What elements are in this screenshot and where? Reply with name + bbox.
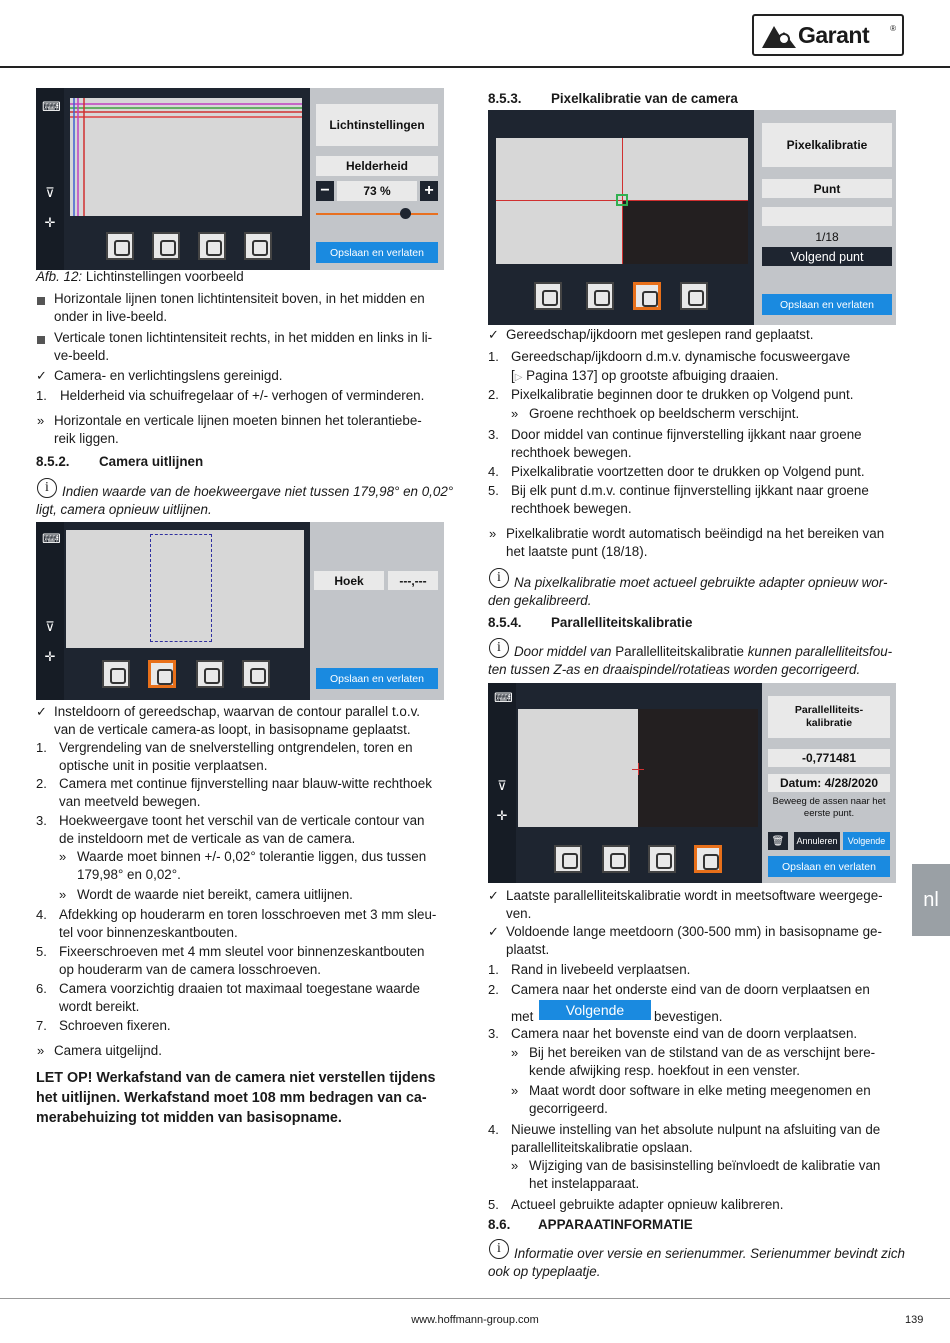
save-exit-button[interactable]: Opslaan en verlaten (768, 856, 890, 877)
step-number: 1. (488, 962, 499, 977)
precondition-text: ven. (506, 906, 532, 921)
grid-tool-icon[interactable] (648, 845, 676, 873)
step-text: Helderheid via schuifregelaar of +/- verhogen of verminderen. (60, 388, 425, 403)
camera-tool-icon[interactable] (148, 660, 176, 688)
step-text: wordt bereikt. (59, 999, 140, 1014)
screen-pixel-calibration (488, 110, 896, 325)
check-mark: ✓ (488, 327, 499, 342)
result-text: gecorrigeerd. (529, 1101, 608, 1116)
keyboard-icon[interactable]: ⌨ (42, 99, 61, 114)
live-view (518, 709, 758, 827)
cancel-button[interactable]: Annuleren (794, 832, 840, 850)
keyboard-icon[interactable]: ⌨ (494, 690, 513, 705)
panel-title: Lichtinstellingen (316, 104, 438, 146)
screen-left-bar (36, 88, 64, 270)
step-text: Gereedschap/ijkdoorn d.m.v. dynamische focusweergave (511, 349, 851, 364)
check-mark: ✓ (488, 924, 499, 939)
step-text: rechthoek bewegen. (511, 445, 632, 460)
info-text: Indien waarde van de hoekweergave niet tussen 179,98° en 0,02° (62, 484, 454, 499)
step-number: 4. (488, 1122, 499, 1137)
logo-text: Garant (798, 22, 870, 48)
step-number: 2. (36, 776, 47, 791)
info-text: den gekalibreerd. (488, 593, 592, 608)
brightness-slider-knob[interactable] (400, 208, 411, 219)
bullet-square (37, 297, 45, 305)
step-number: 7. (36, 1018, 47, 1033)
step-text: Camera met continue fijnverstelling naar blauw-witte rechthoek (59, 776, 432, 791)
warning-text: merabehuizing tot midden van basisopname. (36, 1110, 342, 1126)
screen-parallelism-calibration (488, 683, 896, 883)
result-text: Waarde moet binnen +/- 0,02° tolerantie liggen, dus tussen (77, 849, 427, 864)
precondition-text: plaatst. (506, 942, 550, 957)
language-tab: nl (912, 864, 950, 936)
step-number: 2. (488, 982, 499, 997)
dark-region (622, 200, 748, 264)
bullet-text: onder in live-beeld. (54, 309, 168, 324)
page-number: 139 (905, 1314, 924, 1326)
step-number: 5. (36, 944, 47, 959)
result-mark: » (59, 849, 67, 864)
screen-light-settings (36, 88, 444, 270)
step-text: Camera naar het onderste eind van de doorn verplaatsen en (511, 982, 870, 997)
result-text: 179,98° en 0,02°. (77, 867, 181, 882)
step-number: 4. (36, 907, 47, 922)
inline-next-button: Volgende (539, 1000, 651, 1020)
step-text: van meetveld bewegen. (59, 794, 201, 809)
bullet-text: Horizontale lijnen tonen lichtintensiteit boven, in het midden en (54, 291, 425, 306)
step-number: 3. (488, 427, 499, 442)
next-button[interactable]: Volgende (843, 832, 890, 850)
step-text: Bij elk punt d.m.v. continue fijnverstelling ijkkant naar groene (511, 483, 869, 498)
grid-tool-icon[interactable] (198, 232, 226, 260)
step-number: 5. (488, 1197, 499, 1212)
light-tool-icon[interactable] (534, 282, 562, 310)
check-mark: ✓ (36, 704, 47, 719)
garant-logo-icon (762, 24, 796, 48)
step-text: Camera voorzichtig draaien tot maximaal toegestane waarde (59, 981, 420, 996)
step-number: 4. (488, 464, 499, 479)
result-text: kende afwijking resp. hoekfout in een venster. (529, 1063, 800, 1078)
logo-registered: ® (890, 24, 896, 33)
step-text: Door middel van continue fijnverstelling ijkkant naar groene (511, 427, 862, 442)
result-text: Bij het bereiken van de stilstand van de as verschijnt bere- (529, 1045, 876, 1060)
point-label: Punt (762, 179, 892, 198)
angle-value: ---,--- (388, 571, 438, 590)
camera-tool-icon[interactable] (152, 232, 180, 260)
step-text: Nieuwe instelling van het absolute nulpunt na afsluiting van de (511, 1122, 881, 1137)
info-text: ligt, camera opnieuw uitlijnen. (36, 502, 212, 517)
light-tool-icon[interactable] (106, 232, 134, 260)
tool-holder-icon[interactable]: ⊽ (45, 619, 55, 634)
crosshair-icon[interactable]: ✛ (44, 215, 56, 230)
next-point-button[interactable]: Volgend punt (762, 247, 892, 266)
brightness-minus-button[interactable]: − (316, 181, 334, 201)
bullet-text: Verticale tonen lichtintensiteit rechts, in het midden en links in li- (54, 330, 433, 345)
result-mark: » (489, 526, 497, 541)
calibration-value: -0,771481 (768, 749, 890, 767)
green-rectangle (616, 194, 628, 206)
step-number: 2. (488, 387, 499, 402)
result-text: het laatste punt (18/18). (506, 544, 648, 559)
info-icon: i (489, 568, 509, 588)
result-text: Camera uitgelijnd. (54, 1043, 162, 1058)
step-text: Vergrendeling van de snelverstelling ontgrendelen, toren en (59, 740, 413, 755)
cross-marker-v (638, 763, 639, 775)
step-text: de insteldoorn met de verticale as van de camera. (59, 831, 356, 846)
measure-rectangle (150, 534, 212, 642)
result-text: Pixelkalibratie wordt automatisch beëindigd na het bereiken van (506, 526, 885, 541)
step-text: Camera naar het bovenste eind van de doorn verplaatsen. (511, 1026, 858, 1041)
tool-holder-icon[interactable]: ⊽ (45, 185, 55, 200)
panel-title: Pixelkalibratie (762, 123, 892, 167)
step-text: rechthoek bewegen. (511, 501, 632, 516)
check-mark: ✓ (36, 368, 47, 383)
section-heading-86: 8.6. APPARAATINFORMATIE (488, 1217, 693, 1232)
check-mark: ✓ (488, 888, 499, 903)
chart-tool-icon[interactable] (242, 660, 270, 688)
crosshair-icon[interactable]: ✛ (44, 649, 56, 664)
result-text: het instelapparaat. (529, 1176, 640, 1191)
figure-caption: Afb. 12: Lichtinstellingen voorbeeld (36, 269, 244, 284)
trash-icon[interactable]: 🗑 (768, 832, 788, 850)
result-text: Wijziging van de basisinstelling beïnvloedt de kalibratie van (529, 1158, 881, 1173)
page-link[interactable]: Pagina 137] (526, 368, 598, 383)
step-number: 3. (488, 1026, 499, 1041)
settings-panel (310, 88, 444, 270)
panel-title: Parallelliteits- kalibratie (768, 696, 890, 738)
section-heading-854: 8.5.4. Parallelliteitskalibratie (488, 615, 693, 630)
save-exit-button[interactable]: Opslaan en verlaten (762, 294, 892, 315)
brightness-slider-track[interactable] (316, 213, 438, 215)
live-view (66, 530, 304, 648)
calibration-date: Datum: 4/28/2020 (768, 774, 890, 792)
point-field (762, 207, 892, 226)
keyboard-icon[interactable]: ⌨ (42, 531, 61, 546)
brightness-value: 73 % (337, 181, 417, 201)
precondition-text: Laatste parallelliteitskalibratie wordt in meetsoftware weergege- (506, 888, 883, 903)
step-number: 1. (488, 349, 499, 364)
step-text: bevestigen. (654, 1009, 723, 1024)
chart-tool-icon[interactable] (680, 282, 708, 310)
link-arrow-icon: ▷ (514, 372, 523, 383)
tool-holder-icon[interactable]: ⊽ (497, 778, 507, 793)
step-text: tel voor binnenzeskantbouten. (59, 925, 238, 940)
step-number: 6. (36, 981, 47, 996)
header-rule (0, 66, 950, 68)
section-heading-853: 8.5.3. Pixelkalibratie van de camera (488, 91, 738, 106)
step-text: optische unit in positie verplaatsen. (59, 758, 268, 773)
angle-label: Hoek (314, 571, 384, 590)
brightness-plus-button[interactable]: + (420, 181, 438, 201)
step-number: 1. (36, 740, 47, 755)
info-text: Na pixelkalibratie moet actueel gebruikte adapter opnieuw wor- (514, 575, 888, 590)
step-text: Schroeven fixeren. (59, 1018, 171, 1033)
result-text: Groene rechthoek op beeldscherm verschijnt. (529, 406, 800, 421)
brightness-label: Helderheid (316, 156, 438, 176)
result-mark: » (511, 1045, 519, 1060)
result-mark: » (37, 1043, 45, 1058)
precondition-text: Gereedschap/ijkdoorn met geslepen rand geplaatst. (506, 327, 814, 342)
result-mark: » (511, 1158, 519, 1173)
result-text: reik liggen. (54, 431, 119, 446)
precondition-text: Camera- en verlichtingslens gereinigd. (54, 368, 283, 383)
precondition-text: Voldoende lange meetdoorn (300-500 mm) in basisopname ge- (506, 924, 882, 939)
info-text: ook op typeplaatje. (488, 1264, 601, 1279)
garant-logo (752, 14, 904, 56)
step-text: Fixeerschroeven met 4 mm sleutel voor binnenzeskantbouten (59, 944, 425, 959)
result-mark: » (59, 887, 67, 902)
precondition-text: Insteldoorn of gereedschap, waarvan de contour parallel t.o.v. (54, 704, 420, 719)
step-text: Pixelkalibratie beginnen door te drukken op Volgend punt. (511, 387, 854, 402)
settings-panel (762, 683, 896, 883)
info-icon: i (489, 1239, 509, 1259)
bullet-text: ve-beeld. (54, 348, 110, 363)
grid-tool-icon[interactable] (196, 660, 224, 688)
save-exit-button[interactable]: Opslaan en verlaten (316, 242, 438, 263)
precondition-text: van de verticale camera-as loopt, in basisopname geplaatst. (54, 722, 411, 737)
step-text: parallelliteitskalibratie opslaan. (511, 1140, 693, 1155)
settings-panel (310, 522, 444, 700)
step-text: met (511, 1009, 534, 1024)
warning-text: LET OP! Werkafstand van de camera niet verstellen tijdens (36, 1070, 436, 1086)
info-text: Door middel van Parallelliteitskalibratie kunnen parallelliteitsfou- (514, 644, 893, 659)
intensity-lines (70, 98, 302, 216)
dark-region (638, 709, 758, 827)
step-text: op houderarm van de camera losschroeven. (59, 962, 322, 977)
screen-camera-align (36, 522, 444, 700)
footer-rule (0, 1298, 950, 1299)
save-exit-button[interactable]: Opslaan en verlaten (316, 668, 438, 689)
camera-tool-icon[interactable] (602, 845, 630, 873)
step-text: Pixelkalibratie voortzetten door te drukken op Volgend punt. (511, 464, 865, 479)
live-view (70, 98, 302, 216)
step-number: 1. (36, 388, 47, 403)
step-text: Hoekweergave toont het verschil van de verticale contour van (59, 813, 425, 828)
camera-tool-icon[interactable] (586, 282, 614, 310)
info-text: Informatie over versie en serienummer. Serienummer bevindt zich (514, 1246, 905, 1261)
bullet-square (37, 336, 45, 344)
light-tool-icon[interactable] (554, 845, 582, 873)
live-view (496, 138, 748, 264)
step-text: Rand in livebeeld verplaatsen. (511, 962, 691, 977)
step-text: Actueel gebruikte adapter opnieuw kalibreren. (511, 1197, 784, 1212)
info-icon: i (37, 478, 57, 498)
result-text: Horizontale en verticale lijnen moeten binnen het tolerantiebe- (54, 413, 422, 428)
warning-text: het uitlijnen. Werkafstand moet 108 mm bedragen van ca- (36, 1090, 427, 1106)
footer-url: www.hoffmann-group.com (411, 1314, 539, 1326)
crosshair-icon[interactable]: ✛ (496, 808, 508, 823)
result-mark: » (511, 406, 519, 421)
step-text: [▷ Pagina 137] op grootste afbuiging draaien. (511, 368, 779, 383)
screen-left-bar (36, 522, 64, 700)
axes-hint: Beweeg de assen naar het eerste punt. (772, 796, 886, 819)
result-mark: » (511, 1083, 519, 1098)
settings-panel (754, 110, 896, 325)
chart-tool-icon[interactable] (244, 232, 272, 260)
chart-tool-icon[interactable] (694, 845, 722, 873)
result-mark: » (37, 413, 45, 428)
info-icon: i (489, 638, 509, 658)
info-text: ten tussen Z-as en draaispindel/rotatieas worden gecorrigeerd. (488, 662, 861, 677)
point-counter: 1/18 (815, 230, 839, 244)
section-heading-852: 8.5.2. Camera uitlijnen (36, 454, 204, 469)
light-tool-icon[interactable] (102, 660, 130, 688)
result-text: Wordt de waarde niet bereikt, camera uitlijnen. (77, 887, 353, 902)
result-text: Maat wordt door software in elke meting meegenomen en (529, 1083, 871, 1098)
step-text: Afdekking op houderarm en toren losschroeven met 3 mm sleu- (59, 907, 437, 922)
grid-tool-icon[interactable] (633, 282, 661, 310)
step-number: 3. (36, 813, 47, 828)
step-number: 5. (488, 483, 499, 498)
